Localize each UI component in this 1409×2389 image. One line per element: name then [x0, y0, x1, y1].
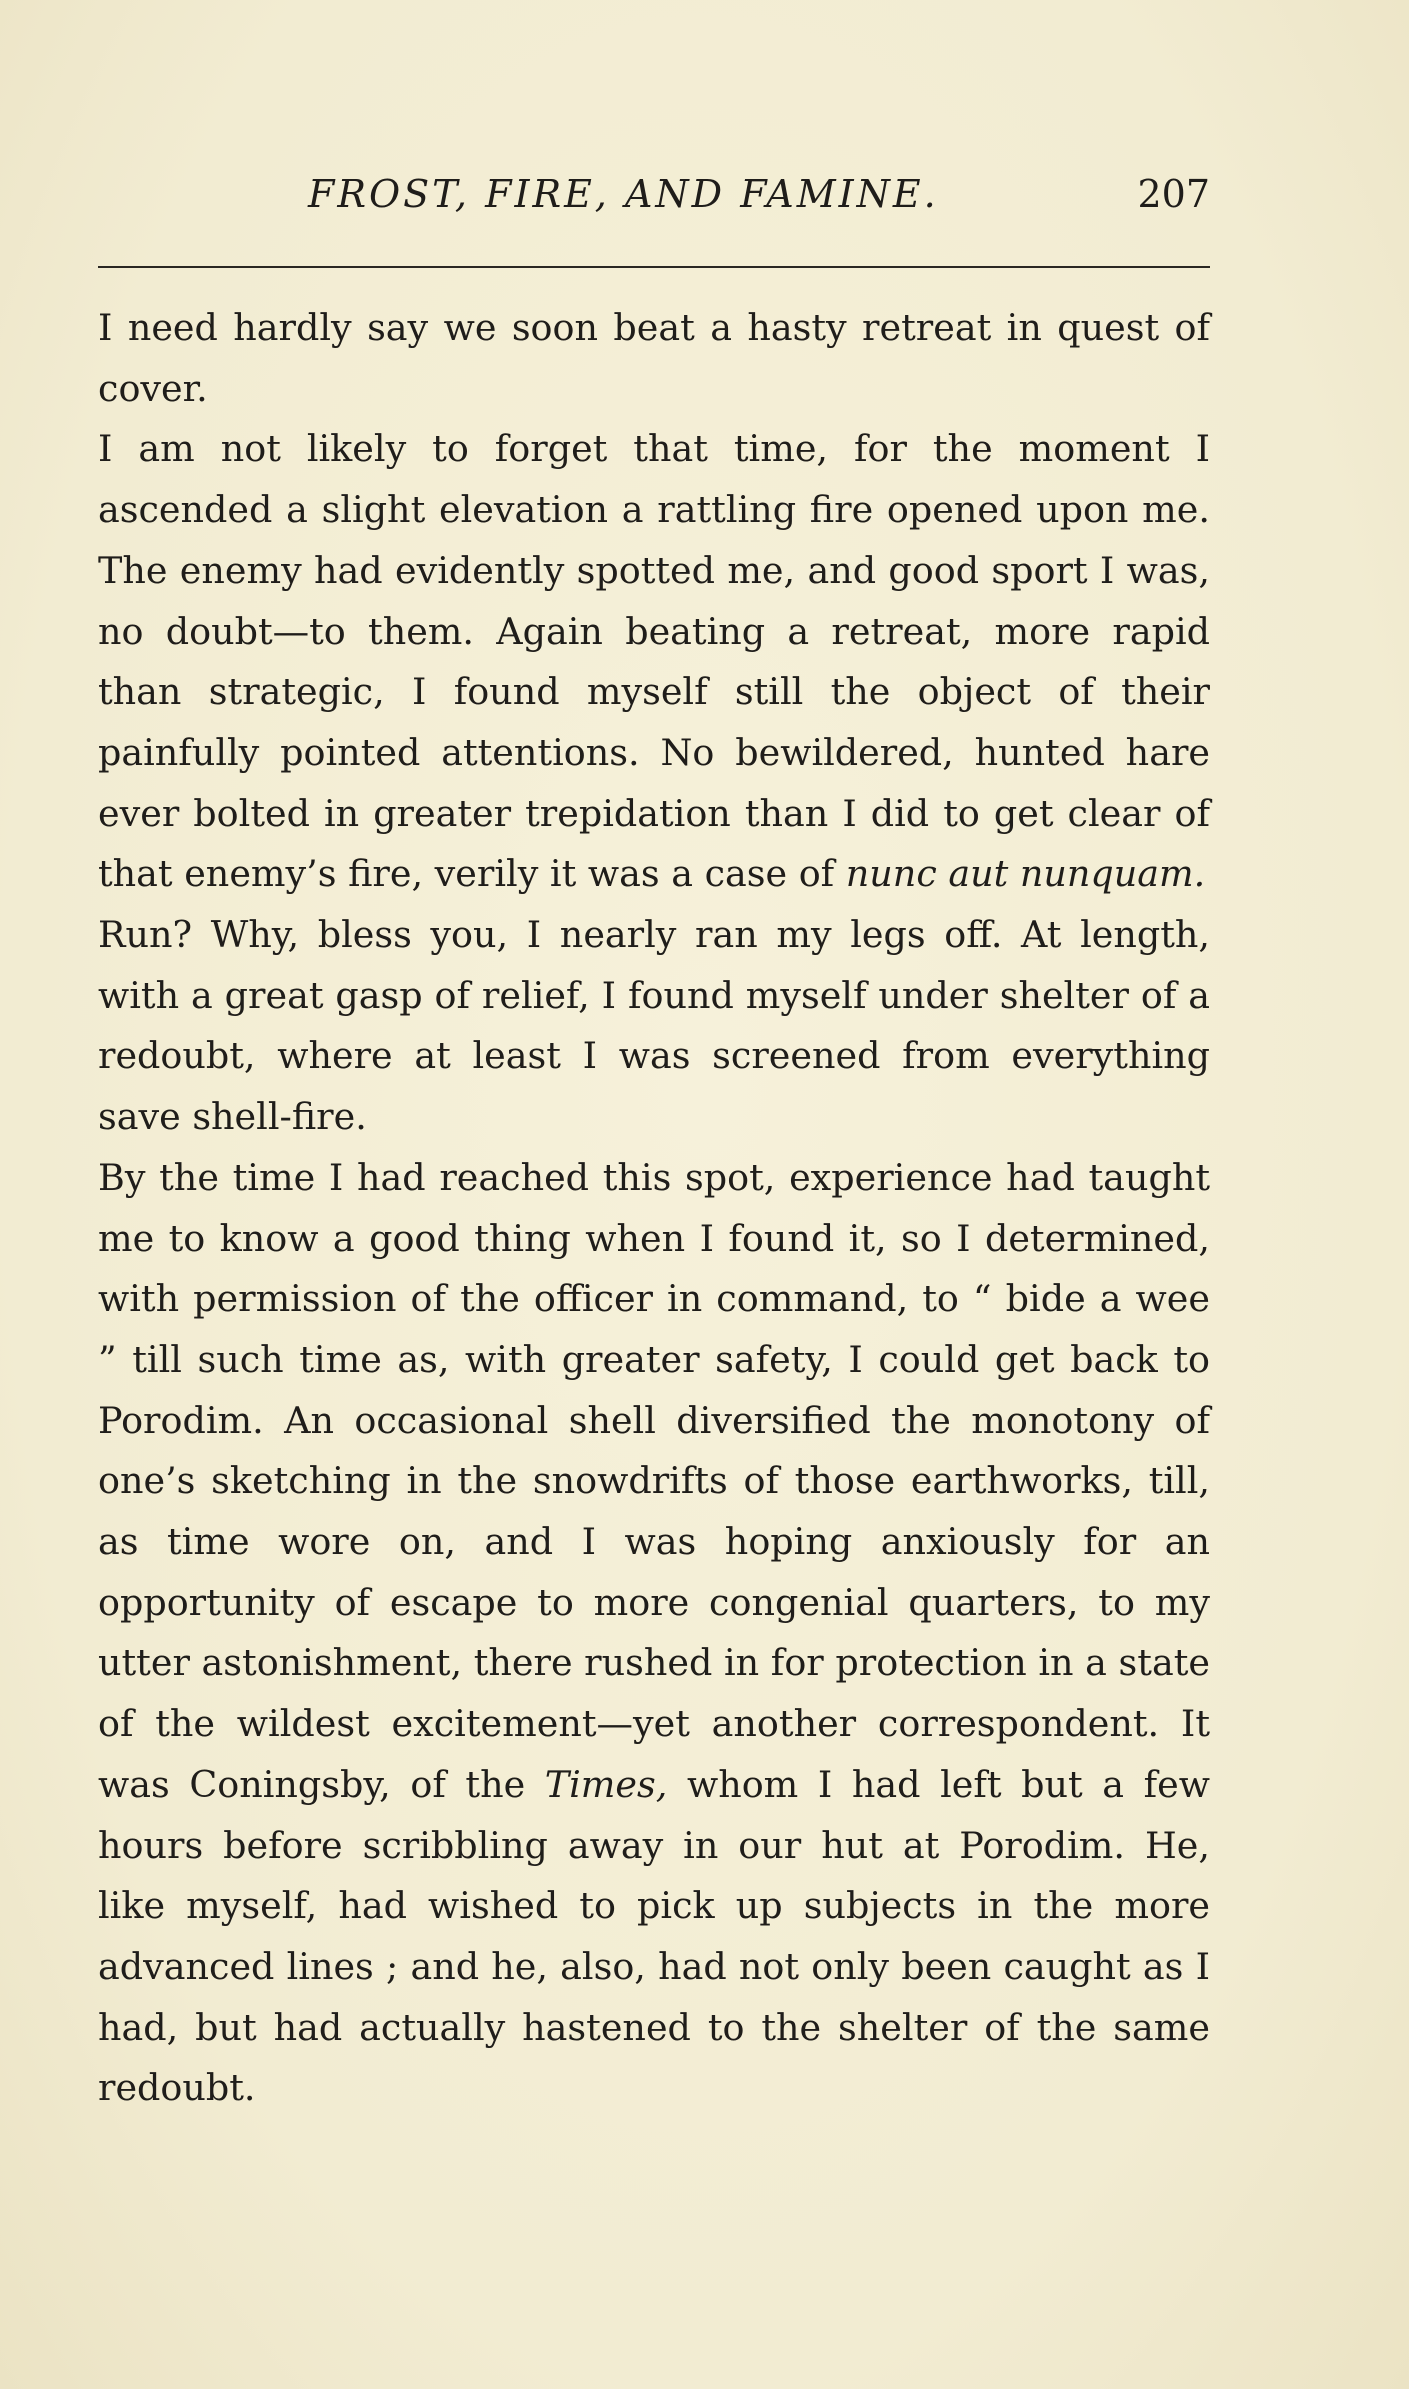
paragraph-4-italic: Times,: [544, 1762, 668, 1806]
paragraph-4: [98, 1148, 1210, 2119]
paragraph-4-text: By the time I had reached this spot, experience had taught me to know a good thing when I found it, so I determined, with permission of the officer in command, to “ bide a wee ” till such time as, with greater safety, I could get back to Porodim. An occasional shell diversified the monotony of one’s sketching in the snowdrifts of those earthworks, till, as time wore on, and I was hoping anxiously for an opportunity of escape to more congenial quarters, to my utter astonishment, there rushed in for protection in a state of the wildest excitement—yet another correspondent. It was Coningsby, of the: [98, 1155, 1210, 1806]
running-title: FROST, FIRE, AND FAMINE.: [308, 172, 939, 216]
paragraph-2-text: I am not likely to forget that time, for the moment I ascended a slight elevation a rattling fire opened upon me. The enemy had evidently spotted me, and good sport I was, no doubt—to them. Again beating a retreat, more rapid than strategic, I found myself still the object of their painfully pointed attentions. No bewildered, hunted hare ever bolted in greater trepidation than I did to get clear of that enemy’s fire, verily it was a case of: [98, 427, 1210, 896]
paragraph-2: [98, 419, 1210, 905]
paragraph-3-text: Run? Why, bless you, I nearly ran my legs off. At length, with a great gasp of relief, I found myself under shelter of a redoubt, where at least I was screened from everything save shell-fire.: [98, 913, 1210, 1139]
header-rule: [98, 266, 1210, 268]
paragraph-4-text-after: whom I had left but a few hours before scribbling away in our hut at Porodim. He, like myself, had wished to pick up subjects in the more advanced lines ; and he, also, had not only been caught as I had, but had actually hastened to the shelter of the same redoubt.: [98, 1762, 1210, 2110]
paragraph-1: [98, 298, 1210, 419]
page-header: [98, 172, 1210, 232]
body-text: [98, 298, 1210, 2119]
page-number: 207: [1137, 172, 1210, 216]
paragraph-2-italic: nunc aut nunquam.: [845, 852, 1206, 896]
paragraph-1-text: I need hardly say we soon beat a hasty retreat in quest of cover.: [98, 306, 1210, 410]
paragraph-3: [98, 905, 1210, 1148]
